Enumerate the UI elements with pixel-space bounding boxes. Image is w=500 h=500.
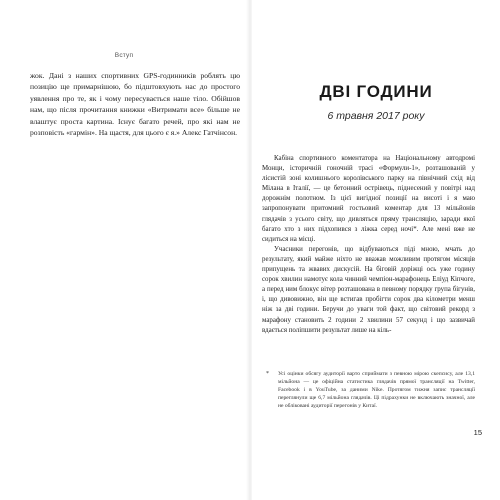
chapter-title: ДВІ ГОДИНИ — [319, 82, 433, 101]
left-page-text — [30, 70, 240, 138]
right-page — [252, 0, 500, 500]
page-number: 15 — [473, 428, 482, 437]
footnote-marker: * — [266, 371, 269, 377]
left-page-paragraph: жок. Дані з наших спортивних GPS-годинників роблять цю позицію ще примарнішою, бо підштовхують нас до простого уявлення про те, як і чому пересувається наше тіло. Обійшов нам, що після прочитання книжки «Витримати все» більше не влаштує проста картина. Існує багато речей, про які нам не розповість «гармін». На щастя, для цього є я.» Алекс Гатчінсон. — [30, 71, 240, 138]
chapter-date: 6 травня 2017 року — [327, 110, 425, 122]
body-paragraph-2: Учасники перегонів, що відбуваються піді мною, мчать до результату, який майже ніхто не вважав можливим протягом місяців припущень та жвавих дискусій. На біговій доріжці ось уже годину сорок хвилин намотує кола чинний чемпіон-марафонець Еліуд Кіпчоге, а перед ним блокує вітер розташована в певному порядку група бігунів, і, що дивовижно, він ще встигав пробігти сорок два кілометри менш ніж за дві години. Беручи до уваги той факт, що світовий рекорд з марафону становить 2 години 2 хвилини 57 секунд і що зазвичай вдається поліпшити результат лише на кіль- — [262, 245, 475, 334]
footnote — [262, 370, 475, 410]
chapter-body — [262, 154, 475, 336]
left-page — [0, 0, 248, 500]
footnote-text: Усі оцінки обсягу аудиторії варто сприймати з певною мірою скепсису, але 13,1 мільйона — це офіційна статистика глядачів прямої трансляції на Twitter, Facebook і в YouTube, за даними Nike. Протягом тижня запис трансляції переглянули ще 6,7 мільйона глядачів. Ці підрахунки не включають значної, але не обліковані аудиторії перегонів у Китаї. — [278, 371, 475, 410]
body-paragraph-1: Кабіна спортивного коментатора на Національному автодромі Монци, історичній гоночній трасі «Формули-1», розташованій у лісистій зоні колишнього королівського парку на північний схід від Мілана в Італії, — це бетонний острівець, піднесений у повітрі над дорожнім полотном. Із цієї вигідної позиції на висоті і я маю запропонувати притомний гостьовий коментар для 13 мільйонів глядачів з усього світу, що дивляться пряму трансляцію, заради якої багато хто з них підхопився з ліжка серед ночі*. Але мені вже не сидиться на місці. — [262, 155, 475, 243]
running-head: Вступ — [114, 52, 134, 59]
